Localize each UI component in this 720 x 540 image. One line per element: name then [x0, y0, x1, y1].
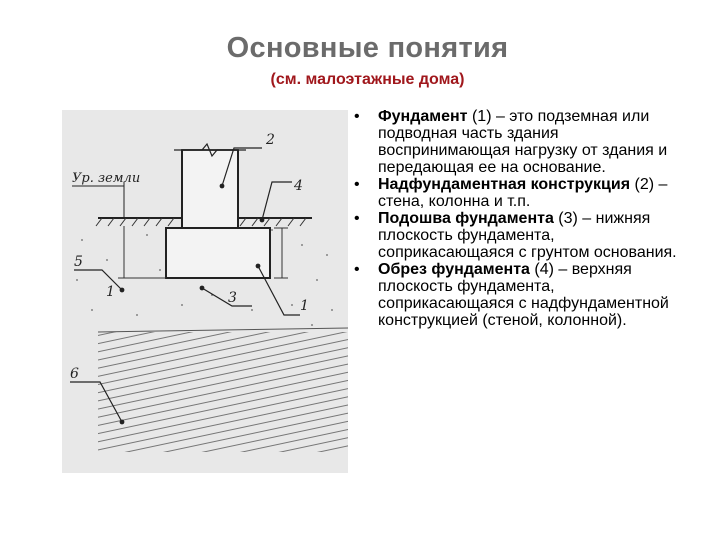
definition-item — [352, 261, 682, 329]
definition-text: (4) – верхняя плоскость фундамента, соприкасающаяся с надфундаментной конструкцией (стеной, колонной). — [378, 261, 669, 329]
definition-text: (1) – это подземная или подводная часть здания воспринимающая нагрузку от здания и передающая ее на основание. — [378, 108, 668, 176]
marker-3: 3 — [228, 290, 237, 306]
definition-term: Фундамент — [378, 108, 468, 125]
bullet-icon: • — [354, 108, 360, 125]
definition-text: (3) – нижняя плоскость фундамента, соприкасающаяся с грунтом основания. — [378, 210, 677, 261]
slide-subtitle: (см. малоэтажные дома) — [270, 71, 465, 88]
marker-5: 5 — [74, 254, 83, 270]
ground-level-label: Ур. земли — [72, 171, 141, 186]
foundation-block — [166, 228, 270, 278]
marker-2: 2 — [266, 132, 275, 148]
marker-1: 1 — [300, 298, 309, 314]
bullet-icon: • — [354, 210, 360, 227]
marker-4: 4 — [294, 178, 303, 194]
definition-text: (2) – стена, колонна и т.п. — [378, 176, 668, 210]
definition-item — [352, 108, 682, 176]
definition-term: Подошва фундамента — [378, 210, 554, 227]
definitions-list — [352, 108, 682, 329]
marker-1-left: 1 — [106, 284, 115, 300]
definition-term: Обрез фундамента — [378, 261, 530, 278]
definition-item — [352, 210, 682, 261]
slide-title: Основные понятия — [226, 32, 509, 64]
definition-term: Надфундаментная конструкция — [378, 176, 631, 193]
bullet-icon: • — [354, 261, 360, 278]
bullet-icon: • — [354, 176, 360, 193]
marker-6: 6 — [70, 366, 79, 382]
soil-layer-hatch — [98, 332, 348, 452]
definition-item — [352, 176, 682, 210]
foundation-diagram — [62, 110, 348, 473]
